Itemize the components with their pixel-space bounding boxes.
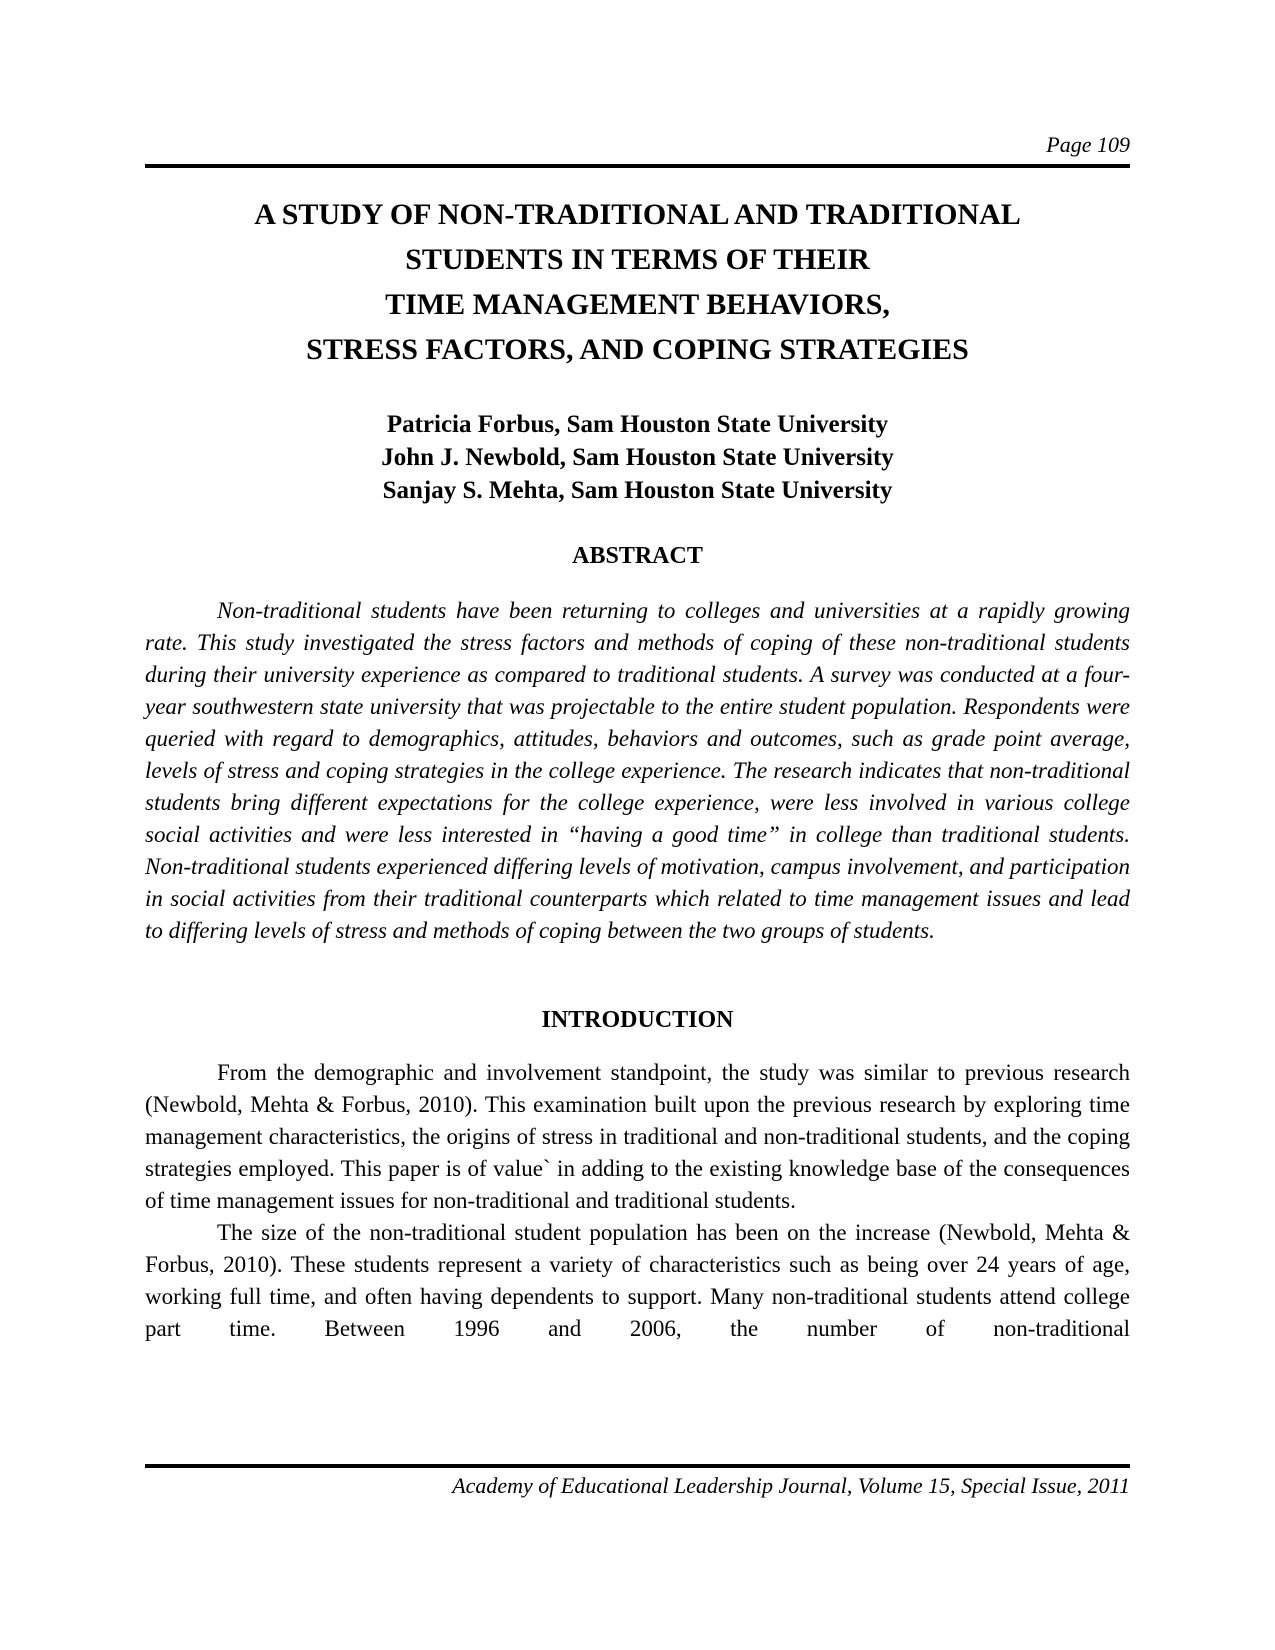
title-line-2: STUDENTS IN TERMS OF THEIR — [405, 243, 870, 276]
title-line-1: A STUDY OF NON-TRADITIONAL AND TRADITIONAL — [254, 198, 1021, 231]
header-rule-divider — [145, 164, 1130, 168]
author-line-1: Patricia Forbus, Sam Houston State University — [386, 411, 889, 438]
author-line-2: John J. Newbold, Sam Houston State University — [381, 444, 894, 471]
author-line-3: Sanjay S. Mehta, Sam Houston State University — [382, 477, 893, 504]
authors-block — [145, 408, 1130, 507]
page-footer — [145, 1464, 1130, 1499]
page-header — [145, 0, 1130, 158]
abstract-heading: ABSTRACT — [572, 543, 703, 569]
introduction-paragraph-1: From the demographic and involvement standpoint, the study was similar to previous research (Newbold, Mehta & Forbus, 2010). This examination built upon the previous research by exploring time management characteristics, the origins of stress in traditional and non-traditional students, and the coping strategies employed. This paper is of value` in adding to the existing knowledge base of the consequences of time management issues for non-traditional and traditional students. — [145, 1060, 1130, 1213]
title-line-4: STRESS FACTORS, AND COPING STRATEGIES — [306, 333, 969, 366]
introduction-paragraph-2: The size of the non-traditional student population has been on the increase (Newbold, Mehta & Forbus, 2010). These students represent a variety of characteristics such as being over 24 years of age, working full time, and often having dependents to support. Many non-traditional students attend college part time. Between 1996 and 2006, the number of non-traditional — [145, 1220, 1130, 1341]
article-title — [145, 192, 1130, 372]
title-line-3: TIME MANAGEMENT BEHAVIORS, — [385, 288, 890, 321]
journal-citation: Academy of Educational Leadership Journal, Volume 15, Special Issue, 2011 — [452, 1473, 1130, 1498]
abstract-paragraph: Non-traditional students have been returning to colleges and universities at a rapidly growing rate. This study investigated the stress factors and methods of coping of these non-traditional students during their university experience as compared to traditional students. A survey was conducted at a four-year southwestern state university that was projectable to the entire student population. Respondents were queried with regard to demographics, attitudes, behaviors and outcomes, such as grade point average, levels of stress and coping strategies in the college experience. The research indicates that non-traditional students bring different expectations for the college experience, were less involved in various college social activities and were less interested in “having a good time” in college than traditional students. Non-traditional students experienced differing levels of motivation, campus involvement, and participation in social activities from their traditional counterparts which related to time management issues and lead to differing levels of stress and methods of coping between the two groups of students. — [145, 598, 1130, 943]
introduction-heading: INTRODUCTION — [541, 1007, 734, 1033]
page-number: Page 109 — [1046, 132, 1130, 157]
